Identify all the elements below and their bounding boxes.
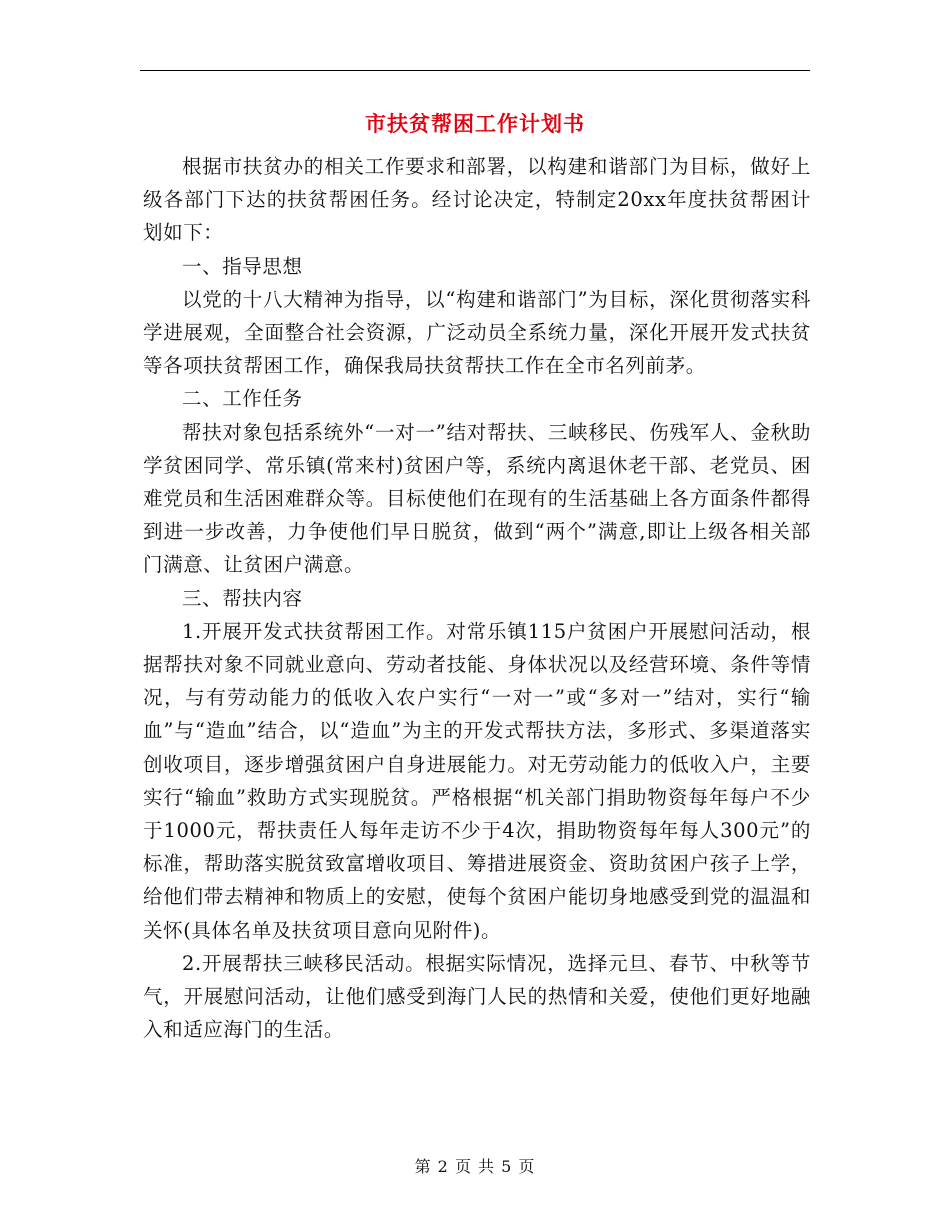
section-heading-work-tasks: 二、工作任务: [182, 387, 303, 411]
document-title: 市扶贫帮困工作计划书: [365, 111, 585, 136]
assistance-item-1-paragraph: 1.开展开发式扶贫帮困工作。对常乐镇115户贫困户开展慰问活动，根据帮扶对象不同就业意向、劳动者技能、身体状况以及经营环境、条件等情况，与有劳动能力的低收入农户实行“一对一”或“多对一”结对，实行“输血”与“造血”结合，以“造血”为主的开发式帮扶方法，多形式、多渠道落实创收项目，逐步增强贫困户自身进展能力。对无劳动能力的低收入户，主要实行“输血”救助方式实现脱贫。严格根据“机关部门捐助物资每年每户不少于1000元，帮扶责任人每年走访不少于4次，捐助物资每年每人300元”的标准，帮助落实脱贫致富增收项目、筹措进展资金、资助贫困户孩子上学，给他们带去精神和物质上的安慰，使每个贫困户能切身地感受到党的温温和关怀(具体名单及扶贫项目意向见附件)。: [143, 619, 811, 942]
guiding-ideology-paragraph: 以党的十八大精神为指导，以“构建和谐部门”为目标，深化贯彻落实科学进展观，全面整合社会资源，广泛动员全系统力量，深化开展开发式扶贫等各项扶贫帮困工作，确保我局扶贫帮扶工作在全市名列前茅。: [143, 287, 811, 378]
header-rule: [140, 70, 810, 71]
page-number-footer: 第 2 页 共 5 页: [414, 1157, 536, 1176]
section-heading-assistance-content: 三、帮扶内容: [182, 586, 303, 610]
section-heading-guiding-ideology: 一、指导思想: [182, 254, 303, 278]
document-body: [143, 150, 811, 1046]
assistance-item-2-paragraph: 2.开展帮扶三峡移民活动。根据实际情况，选择元旦、春节、中秋等节气，开展慰问活动，让他们感受到海门人民的热情和关爱，使他们更好地融入和适应海门的生活。: [143, 951, 811, 1042]
work-tasks-paragraph: 帮扶对象包括系统外“一对一”结对帮扶、三峡移民、伤残军人、金秋助学贫困同学、常乐镇(常来村)贫困户等，系统内离退休老干部、老党员、困难党员和生活困难群众等。目标使他们在现有的生活基础上各方面条件都得到进一步改善，力争使他们早日脱贫，做到“两个”满意,即让上级各相关部门满意、让贫困户满意。: [143, 420, 811, 577]
intro-paragraph: 根据市扶贫办的相关工作要求和部署，以构建和谐部门为目标，做好上级各部门下达的扶贫帮困任务。经讨论决定，特制定20xx年度扶贫帮困计划如下：: [143, 155, 811, 245]
